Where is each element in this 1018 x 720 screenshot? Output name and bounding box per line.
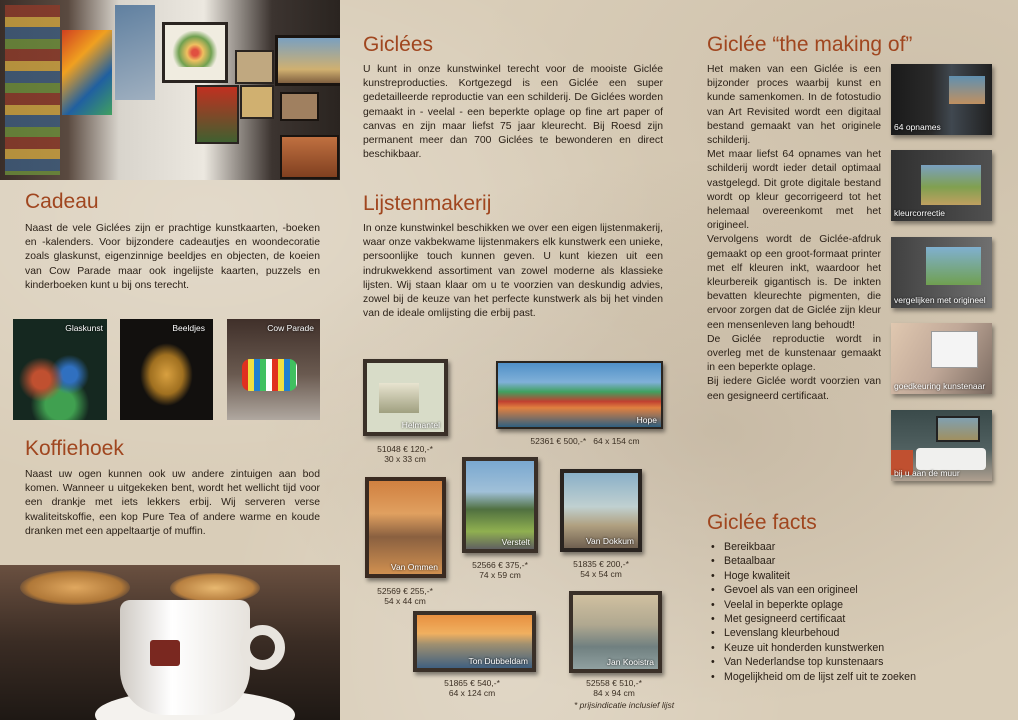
artwork-van-dokkum [560, 469, 642, 552]
size-text: 84 x 94 cm [593, 687, 635, 698]
fact-item: • Met gesigneerd certificaat [724, 612, 916, 626]
fact-item: • Levenslang kleurbehoud [724, 626, 916, 640]
size-text: 30 x 33 cm [384, 453, 426, 464]
thumb-label: Cow Parade [267, 323, 314, 333]
artwork-price [360, 445, 450, 464]
thumb-label: Beeldjes [172, 323, 205, 333]
gallery-photo [0, 0, 340, 180]
artwork-ton-dubbeldam [413, 611, 536, 672]
price-text: 52558 € 510,-* [586, 678, 642, 688]
artwork-label: Hope [636, 415, 657, 425]
cadeau-title: Cadeau [25, 190, 99, 213]
price-text: 52569 € 255,-* [377, 586, 433, 596]
coffee-photo [0, 565, 340, 720]
thumb-glaskunst [13, 319, 107, 420]
koffiehoek-text: Naast uw ogen kunnen ook uw andere zintuigen aan bod komen. Wanneer u uitgekeken bent, wordt het wellicht tijd voor een drankje met iets lekkers erbij. Wij serveren verse kwaliteitskoffie, een kop Pure Tea of andere warme en koude dranken met een appeltaartje of muffin. [25, 469, 320, 537]
fact-item: • Keuze uit honderden kunstwerken [724, 641, 916, 655]
fact-item: • Gevoel als van een origineel [724, 583, 916, 597]
making-thumb-vergelijken [891, 237, 992, 308]
artwork-label: Ton Dubbeldam [468, 656, 528, 666]
thumb-label: 64 opnames [894, 122, 941, 132]
artwork-hope [496, 361, 663, 429]
artwork-price [360, 587, 450, 606]
artwork-helmantel [363, 359, 448, 436]
giclees-text: U kunt in onze kunstwinkel terecht voor de mooiste Giclée kunstreproducties. Kortgezegd is een Giclée een super gedetailleerde reproductie van een schilderij. De Giclées worden gemaakt in - veelal - een beperkte oplage op fine art paper of canvas en zijn maar liefst 75 jaar kleurecht. Bij Roesd zijn permanent meer dan 700 Giclées te bewonderen en direct beschikbaar. [363, 64, 663, 161]
artwork-price [569, 679, 659, 698]
artwork-label: Jan Kooistra [606, 657, 654, 667]
cadeau-text: Naast de vele Giclées zijn er prachtige kunstkaarten, -boeken en -kalenders. Voor bijzondere cadeautjes en woondecoratie zoals glaskunst, eigenzinnige beeldjes en objecten, de koeien van Cow Parade maar ook ingelijste kaarten, puzzels en kinderboeken kunt u bij ons terecht. [25, 223, 320, 291]
artwork-price [455, 561, 545, 580]
making-thumb-muur [891, 410, 992, 481]
making-title: Giclée “the making of” [707, 33, 913, 56]
artwork-label: Van Ommen [390, 562, 438, 572]
thumb-label: bij u aan de muur [894, 468, 960, 478]
lijsten-title: Lijstenmakerij [363, 192, 492, 215]
giclees-title: Giclées [363, 33, 434, 56]
fact-item: • Veelal in beperkte oplage [724, 598, 916, 612]
artwork-price [427, 679, 517, 698]
artwork-label: Verstelt [501, 537, 530, 547]
size-text: 64 x 124 cm [448, 687, 496, 698]
fact-item: • Mogelijkheid om de lijst zelf uit te zoeken [724, 670, 916, 684]
artwork-jan-kooistra [569, 591, 662, 673]
making-thumb-goedkeuring [891, 323, 992, 394]
price-text: 52361 € 500,-* [530, 436, 587, 446]
facts-list [708, 540, 916, 684]
price-text: 51835 € 200,-* [573, 559, 629, 569]
size-text: 54 x 44 cm [384, 595, 426, 606]
koffiehoek-title: Koffiehoek [25, 437, 124, 460]
thumb-label: kleurcorrectie [894, 208, 946, 218]
thumb-cow-parade [227, 319, 320, 420]
artwork-label: Van Dokkum [585, 536, 634, 546]
thumb-label: vergelijken met origineel [894, 295, 986, 305]
price-text: 52566 € 375,-* [472, 560, 528, 570]
fact-item: • Bereikbaar [724, 540, 916, 554]
fact-item: • Betaalbaar [724, 554, 916, 568]
artwork-price [556, 560, 646, 579]
price-footnote: * prijsindicatie inclusief lijst [574, 700, 675, 710]
thumb-beeldjes [120, 319, 213, 420]
price-text: 51048 € 120,-* [377, 444, 433, 454]
artwork-price [520, 437, 650, 447]
thumb-label: Glaskunst [65, 323, 103, 333]
size-text: 54 x 54 cm [580, 568, 622, 579]
size-text: 64 x 154 cm [593, 436, 640, 446]
making-thumb-opnames [891, 64, 992, 135]
artwork-van-ommen [365, 477, 446, 578]
facts-title: Giclée facts [707, 511, 817, 534]
fact-item: • Van Nederlandse top kunstenaars [724, 655, 916, 669]
making-thumb-kleurcorrectie [891, 150, 992, 221]
price-text: 51865 € 540,-* [444, 678, 500, 688]
thumb-label: goedkeuring kunstenaar [894, 381, 986, 391]
lijsten-text: In onze kunstwinkel beschikken we over een eigen lijstenmakerij, waar onze vakbekwame lijstenmakers elk kunstwerk een unieke, persoonlijke touch kunnen geven. U kunt kiezen uit een indrukwekkend assortiment van zowel moderne als klassieke lijsten. Wij staan klaar om u te voorzien van deskundig advies, zowel bij de keuze van het perfecte kunstwerk als bij het vinden van de ideale omlijsting die erbij past. [363, 223, 663, 320]
artwork-label: Helmantel [401, 420, 440, 430]
fact-item: • Hoge kwaliteit [724, 569, 916, 583]
size-text: 74 x 59 cm [479, 569, 521, 580]
making-text: Het maken van een Giclée is een bijzonder proces waarbij kunst en kunde samenkomen. In de fotostudio van Art Revisited wordt een digitaal bestand gemaakt van het originele schilderij. Met maar liefst 64 opnames van het schilderij wordt ieder detail optimaal vastgelegd. Dit grote digitale bestand wordt op kleur gecorrigeerd tot het helemaal overeenkomt met het origineel. Vervolgens wordt de Giclée-afdruk gemaakt op een groot-formaat printer met elf kleuren inkt, waardoor het kleurbereik gigantisch is. De inkten bevatten kleurechte pigmenten, die ervoor zorgen dat de Giclée zijn kleur een mensenleven lang behoudt! De Giclée reproductie wordt in overleg met de kunstenaar gemaakt in een beperkte oplage. Bij iedere Giclée wordt voorzien van een gesigneerd certificaat. [707, 64, 881, 402]
artwork-verstelt [462, 457, 538, 553]
